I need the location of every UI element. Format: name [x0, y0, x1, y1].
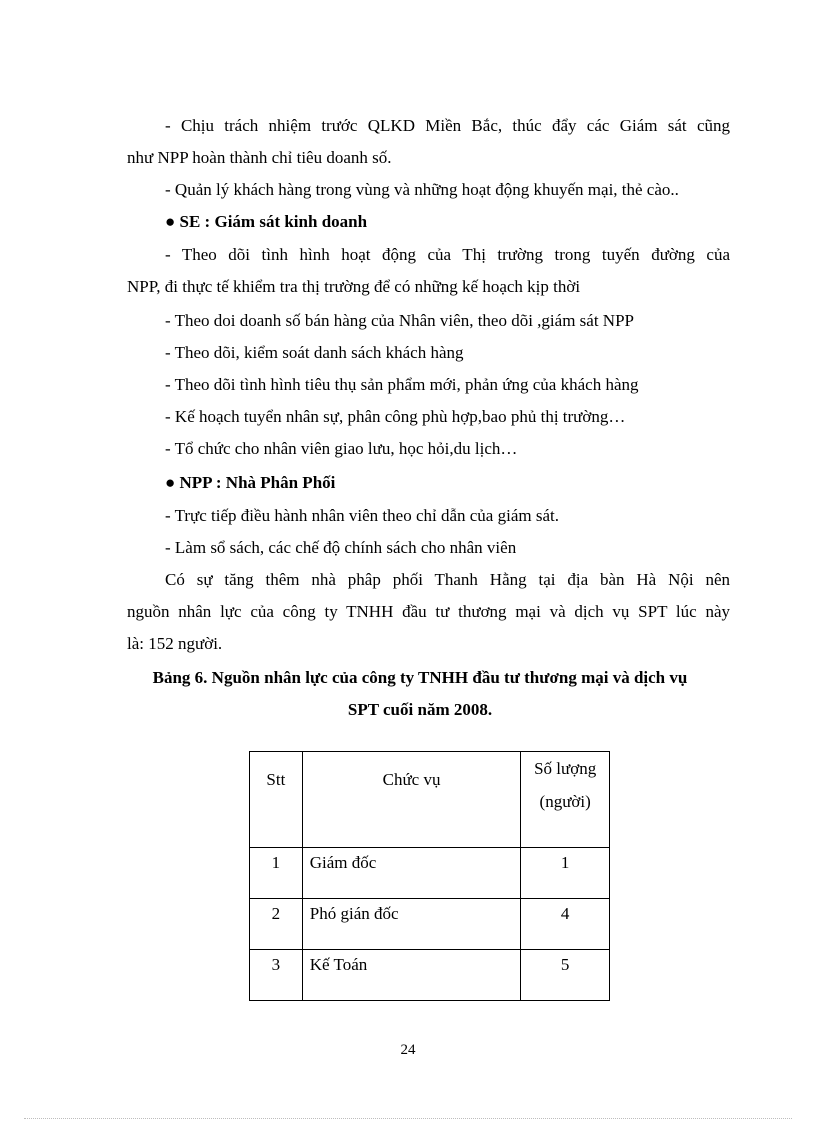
table-row	[250, 950, 610, 1001]
table-row	[250, 848, 610, 899]
table-caption-line2: SPT cuối năm 2008.	[347, 700, 493, 719]
paragraph-sales-monitor: - Theo doi doanh số bán hàng của Nhân viên, theo dõi ,giám sát NPP	[165, 311, 634, 330]
paragraph-market-monitor-line1: - Theo dõi tình hình hoạt động của Thị trường trong tuyến đường của	[165, 245, 730, 264]
heading-npp: ● NPP : Nhà Phân Phối	[165, 473, 336, 492]
paragraph-bookkeeping: - Làm sổ sách, các chế độ chính sách cho nhân viên	[165, 538, 517, 557]
paragraph-responsibility-line1: - Chịu trách nhiệm trước QLKD Miền Bắc, thúc đẩy các Giám sát cũng	[165, 116, 730, 135]
cell-stt: 3	[250, 950, 303, 1001]
paragraph-new-product: - Theo dõi tình hình tiêu thụ sản phẩm mới, phản ứng của khách hàng	[165, 375, 639, 394]
cell-quantity: 5	[521, 950, 610, 1001]
cell-position: Phó gián đốc	[302, 899, 521, 950]
paragraph-direct-staff: - Trực tiếp điều hành nhân viên theo chỉ dẫn của giám sát.	[165, 506, 559, 525]
staff-table	[249, 751, 610, 1001]
paragraph-customer-management: - Quản lý khách hàng trong vùng và những hoạt động khuyến mại, thẻ cào..	[165, 180, 679, 199]
cell-position: Kế Toán	[302, 950, 521, 1001]
cell-stt: 2	[250, 899, 303, 950]
paragraph-staff-total-line1: Có sự tăng thêm nhà phâp phối Thanh Hằng tại địa bàn Hà Nội nên	[165, 570, 730, 589]
header-quantity-line1: Số lượng	[534, 759, 597, 778]
paragraph-staff-events: - Tổ chức cho nhân viên giao lưu, học hỏi,du lịch…	[165, 439, 518, 458]
cell-quantity: 1	[521, 848, 610, 899]
paragraph-customer-list: - Theo dõi, kiểm soát danh sách khách hàng	[165, 343, 464, 362]
header-position: Chức vụ	[302, 752, 521, 848]
cell-stt: 1	[250, 848, 303, 899]
cell-position: Giám đốc	[302, 848, 521, 899]
page-bottom-divider	[24, 1118, 792, 1119]
paragraph-responsibility-line2: như NPP hoàn thành chỉ tiêu doanh số.	[127, 148, 392, 167]
paragraph-market-monitor-line2: NPP, đi thực tế khiểm tra thị trường để có những kế hoạch kịp thời	[127, 277, 581, 296]
paragraph-staff-total-line3: là: 152 người.	[127, 634, 223, 653]
page-number: 24	[400, 1042, 416, 1058]
paragraph-recruitment: - Kế hoạch tuyển nhân sự, phân công phù hợp,bao phủ thị trường…	[165, 407, 626, 426]
heading-se: ● SE : Giám sát kinh doanh	[165, 212, 368, 231]
table-caption-line1: Bảng 6. Nguồn nhân lực của công ty TNHH đầu tư thương mại và dịch vụ	[152, 668, 688, 687]
table-row	[250, 899, 610, 950]
header-stt: Stt	[250, 752, 303, 848]
header-quantity	[521, 752, 610, 848]
header-quantity-line2: (người)	[539, 792, 591, 811]
cell-quantity: 4	[521, 899, 610, 950]
table-header-row	[250, 752, 610, 848]
paragraph-staff-total-line2: nguồn nhân lực của công ty TNHH đầu tư thương mại và dịch vụ SPT lúc này	[127, 602, 730, 621]
